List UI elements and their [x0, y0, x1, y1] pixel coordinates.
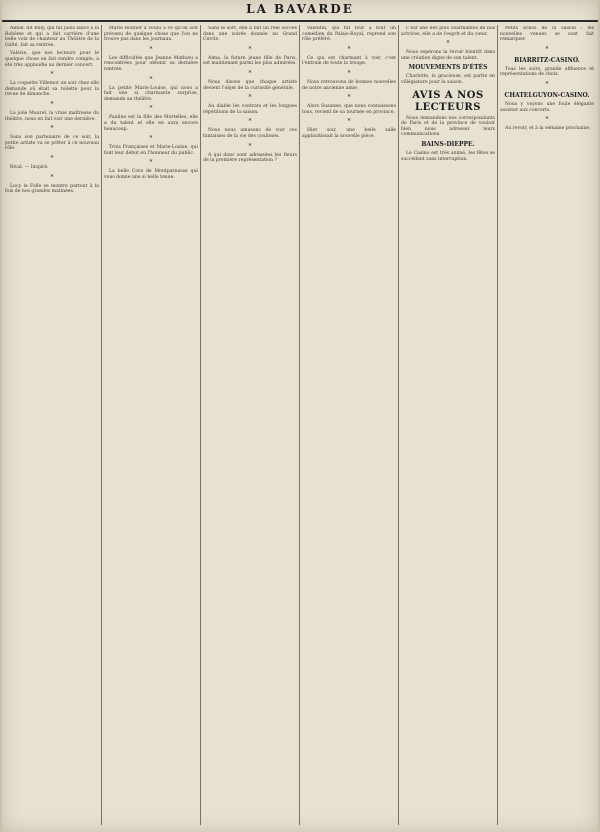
paragraph: A qui donc sont adressées les fleurs de la première représentation ?: [203, 152, 297, 164]
paragraph: Nous y voyons une foule élégante assister aux concerts.: [500, 101, 594, 113]
article-column-3: [203, 26, 297, 826]
article-column-4: [302, 26, 396, 826]
paragraph: Trois Françaises et Marie-Louise, qui font leur début en l'honneur du public.: [104, 145, 198, 156]
section-heading: BIARRITZ-CASINO.: [514, 56, 580, 64]
paragraph: Nous demandons nos correspondants de Paris et de la province de vouloir bien nous adresser leurs communications.: [401, 115, 495, 138]
section-heading: CHATELGUYON-CASINO.: [504, 91, 590, 99]
paragraph: Nous disons que chaque artiste devient l'objet de la curiosité générale.: [203, 79, 297, 91]
paragraph: La belle Cora de Montparnasse qui vous donne une si belle tenue.: [104, 169, 198, 180]
paragraph: Alors Suzanne, que nous connaissons tous, revient de sa tournée en province.: [302, 104, 396, 115]
section-separator: *: [347, 118, 351, 126]
column-divider: [398, 25, 399, 825]
paragraph: La petite Marie-Louise, qui nous a fait une si charmante surprise, demande au théâtre.: [104, 85, 198, 102]
section-separator: *: [545, 45, 549, 53]
section-separator: *: [248, 69, 252, 77]
section-separator: *: [347, 94, 351, 102]
paragraph: C'est une des plus charmantes de nos actrices, elle a de l'esprit et du cœur.: [401, 26, 495, 37]
paragraph: Alma, la future jeune fille de Paris, est maintenant parmi les plus admirées.: [203, 55, 297, 67]
article-column-2: [104, 26, 198, 826]
paragraph: Sans son partenaire de ce soir, la petite artiste va se prêter à ce nouveau rôle.: [5, 135, 99, 152]
paragraph: Le Casino est très animé, les fêtes se succèdent sans interruption.: [401, 150, 495, 162]
section-separator: *: [50, 71, 54, 79]
paragraph: Rival. — Inspiré.: [10, 164, 49, 170]
section-heading: BAINS-DIEPPE.: [421, 140, 475, 148]
section-separator: *: [545, 80, 549, 88]
paragraph: Valentin, qui fut tour à tour un comédien du Palais-Royal, reprend son rôle préféré.: [302, 26, 396, 43]
section-separator: *: [149, 105, 153, 113]
section-separator: *: [545, 116, 549, 124]
paragraph: Nous retrouvons de bonnes nouvelles de notre ancienne amie.: [302, 79, 396, 91]
column-divider: [299, 25, 300, 825]
section-separator: *: [347, 45, 351, 53]
section-separator: *: [248, 45, 252, 53]
column-divider: [101, 25, 102, 825]
section-separator: *: [149, 75, 153, 83]
section-separator: *: [50, 173, 54, 181]
paragraph: Au revoir, et à la semaine prochaine.: [505, 126, 591, 132]
paragraph: Tous les soirs, grande affluence et représentations de choix.: [500, 66, 594, 78]
paragraph: Petits échos de la saison : les nouvelles venues se sont fait remarquer.: [500, 26, 594, 43]
column-divider: [497, 25, 498, 825]
paragraph: Charlotte, la gracieuse, est partie en villégiature pour la saison.: [401, 74, 495, 85]
masthead: [2, 0, 598, 22]
section-separator: *: [248, 94, 252, 102]
section-separator: *: [248, 142, 252, 150]
section-separator: *: [50, 100, 54, 108]
paragraph: La coquette Villemot un soir chez elle demande où était sa toilette pour la revue de dimanche.: [5, 81, 99, 98]
section-separator: *: [248, 118, 252, 126]
section-separator: *: [50, 125, 54, 133]
paragraph: Nous nous amusons de voir ces fantaisies de la vie des coulisses.: [203, 128, 297, 139]
article-column-6: [500, 26, 594, 826]
section-separator: *: [149, 159, 153, 167]
article-column-1: [5, 26, 99, 826]
column-divider: [200, 25, 201, 825]
section-separator: *: [149, 135, 153, 143]
paragraph: Annie, dit Billy, qui fut jadis lancé à la Bohème et qui a fait carrière d'une belle voix de chanteur au Théâtre de la Gaîté, fait sa rentrée.: [5, 26, 99, 48]
paragraph: Nous espérons la revoir bientôt dans une création digne de son talent.: [401, 50, 495, 61]
article-column-5: [401, 26, 495, 826]
paragraph: Hier soir, une belle salle applaudissait la nouvelle pièce.: [302, 128, 396, 139]
paragraph: La jolie Maurel, la vraie maîtresse du théâtre, nous en fait voir une dernière.: [5, 110, 99, 122]
paragraph: Au diable les contrats et les longues répétitions de la saison.: [203, 104, 297, 115]
section-separator: *: [446, 40, 450, 48]
newspaper-title: LA BAVARDE: [246, 2, 354, 16]
paragraph: Les difficultés que Jeanne Mathieu a rencontrées pour obtenir sa dernière rentrée.: [104, 55, 198, 72]
section-separator: *: [347, 69, 351, 77]
section-separator: *: [50, 154, 54, 162]
paragraph: Pauline est la fille des Mortelles, elle a du talent et elle en aura encore beaucoup.: [104, 115, 198, 132]
section-heading: MOUVEMENTS D'ÉTÉS: [408, 64, 488, 72]
paragraph: Lucy la Folle se montre partout à la fois de nos grandes matinées.: [5, 183, 99, 195]
paragraph: Marie Boutier a voulu à ce qu'on soit prévenu de quelque chose que l'on ne trouve pas dans les journaux.: [104, 26, 198, 43]
notice-headline: AVIS A NOS LECTEURS: [412, 89, 484, 113]
paragraph: Valérie, que nos lecteurs pour le quelque chose en fait rendre compte, a été très applaudie au dernier concert.: [5, 51, 99, 68]
section-separator: *: [149, 45, 153, 53]
paragraph: Sans le sort, elle a fait un réel succès dans une soirée donnée au Grand Cercle.: [203, 26, 297, 43]
newspaper-page: [2, 0, 598, 832]
paragraph: Ce qui est charmant à voir, c'est l'entrain de toute la troupe.: [302, 55, 396, 67]
